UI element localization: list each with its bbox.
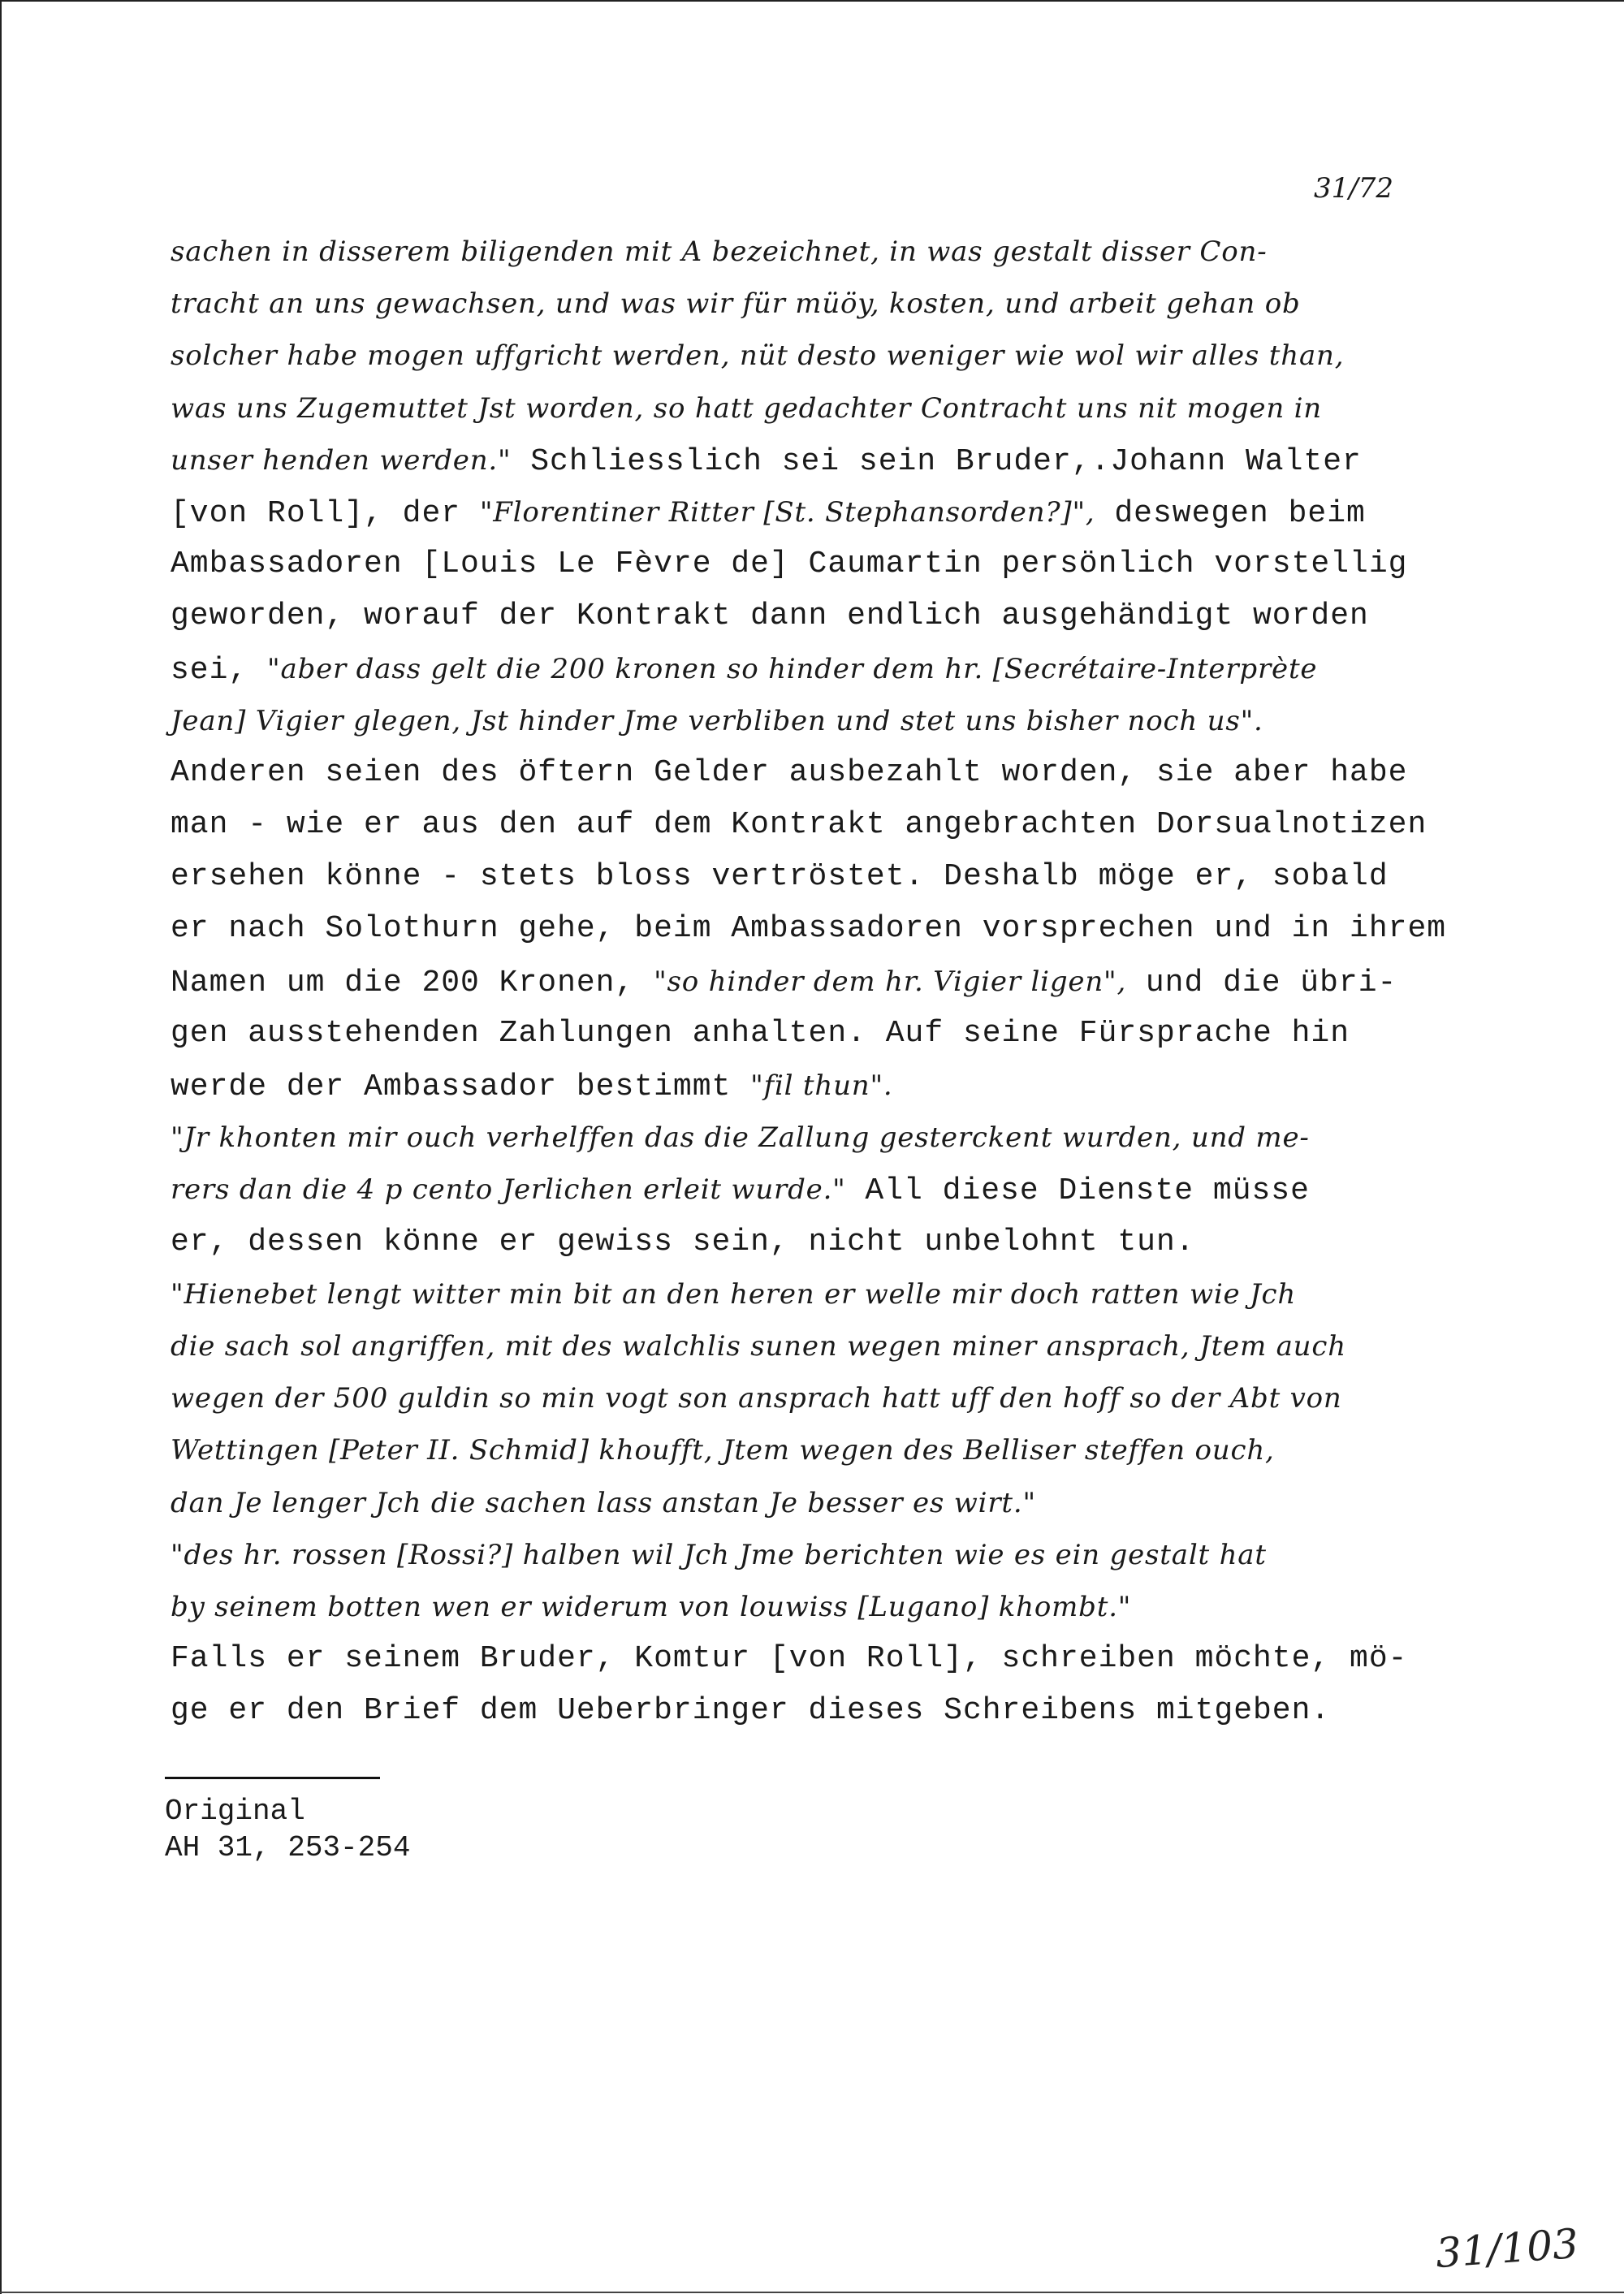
body-text: sei, <box>171 652 268 688</box>
text-line <box>171 695 1486 747</box>
text-line <box>171 799 1486 851</box>
text-line <box>171 903 1486 955</box>
page-border-left <box>0 0 2 2294</box>
quoted-source-text: die sach sol angriffen, mit des walchlis sunen wegen miner ansprach, Jtem auch <box>171 1329 1346 1363</box>
quoted-source-text: "aber dass gelt die 200 kronen so hinder dem hr. [Secrétaire-Interprète <box>267 652 1318 685</box>
body-text: werde der Ambassador bestimmt <box>171 1069 751 1104</box>
page-number: 31/72 <box>1314 172 1393 205</box>
archive-stamp-number: 31/103 <box>1434 2219 1580 2278</box>
quoted-source-text: Jean] Vigier glegen, Jst hinder Jme verbliben und stet uns bisher noch us". <box>171 704 1263 737</box>
body-text: Namen um die 200 Kronen, <box>171 965 654 1000</box>
body-text: deswegen beim <box>1095 495 1366 531</box>
text-line <box>171 1581 1486 1633</box>
body-text: All diese Dienste müsse <box>845 1173 1310 1209</box>
quoted-source-text: "fil thun". <box>750 1069 893 1102</box>
quoted-source-text: wegen der 500 guldin so min vogt son ansprach hatt uff den hoff so der Abt von <box>171 1382 1342 1415</box>
body-text: geworden, worauf der Kontrakt dann endlich ausgehändigt worden <box>171 598 1369 634</box>
body-text: er, dessen könne er gewiss sein, nicht unbelohnt tun. <box>171 1224 1195 1259</box>
text-line <box>171 1424 1486 1476</box>
text-line <box>171 956 1486 1008</box>
quoted-source-text: solcher habe mogen uffgricht werden, nüt desto weniger wie wol wir alles than, <box>171 339 1345 373</box>
text-line <box>171 1164 1486 1216</box>
quoted-source-text: tracht an uns gewachsen, und was wir für müöy, kosten, und arbeit gehan ob <box>171 287 1301 321</box>
body-text: [von Roll], der <box>171 495 480 531</box>
body-text: ersehen könne - stets bloss vertröstet. Deshalb möge er, sobald <box>171 859 1389 895</box>
text-line <box>171 1060 1486 1112</box>
body-text: Schliesslich sei sein Bruder,.Johann Walter <box>511 443 1362 479</box>
body-text: Anderen seien des öftern Gelder ausbezahlt worden, sie aber habe <box>171 754 1408 790</box>
text-line <box>171 1685 1486 1737</box>
body-text: gen ausstehenden Zahlungen anhalten. Auf seine Fürsprache hin <box>171 1015 1350 1051</box>
text-line <box>171 1633 1486 1685</box>
body-text: man - wie er aus den auf dem Kontrakt angebrachten Dorsualnotizen <box>171 807 1427 843</box>
text-line <box>171 330 1486 382</box>
body-text: er nach Solothurn gehe, beim Ambassadoren vorsprechen und in ihrem <box>171 911 1447 947</box>
text-line <box>171 590 1486 642</box>
text-line <box>171 226 1486 278</box>
text-line <box>171 382 1486 434</box>
text-line <box>171 278 1486 330</box>
quoted-source-text: "Jr khonten mir ouch verhelffen das die Zallung gesterckent wurden, und me- <box>171 1121 1310 1155</box>
source-reference: AH 31, 253-254 <box>165 1831 411 1864</box>
quoted-source-text: "des hr. rossen [Rossi?] halben wil Jch Jme berichten wie es ein gestalt hat <box>171 1538 1267 1571</box>
text-line <box>171 1529 1486 1581</box>
quoted-source-text: by seinem botten wen er widerum von louwiss [Lugano] khombt." <box>171 1590 1132 1623</box>
body-text: Falls er seinem Bruder, Komtur [von Roll], schreiben möchte, mö- <box>171 1641 1408 1677</box>
page-border-top <box>0 0 1624 2</box>
quoted-source-text: rers dan die 4 p cento Jerlichen erleit wurde." <box>171 1173 846 1207</box>
text-line <box>171 1320 1486 1372</box>
text-line <box>171 747 1486 799</box>
quoted-source-text: "so hinder dem hr. Vigier ligen", <box>654 965 1127 998</box>
quoted-source-text: was uns Zugemuttet Jst worden, so hatt gedachter Contracht uns nit mogen in <box>171 391 1322 425</box>
text-line <box>171 1477 1486 1529</box>
source-type: Original <box>165 1795 305 1828</box>
body-text: und die übri- <box>1126 965 1397 1000</box>
document-body <box>171 226 1486 1737</box>
text-line <box>171 434 1486 486</box>
text-line <box>171 1112 1486 1164</box>
text-line <box>171 1268 1486 1320</box>
footnote-divider <box>165 1777 380 1779</box>
text-line <box>171 1372 1486 1424</box>
text-line <box>171 643 1486 695</box>
quoted-source-text: "Florentiner Ritter [St. Stephansorden?]", <box>479 495 1095 529</box>
quoted-source-text: sachen in disserem biligenden mit A bezeichnet, in was gestalt disser Con- <box>171 235 1268 268</box>
source-note <box>165 1793 410 1866</box>
text-line <box>171 1008 1486 1060</box>
text-line <box>171 1216 1486 1268</box>
text-line <box>171 486 1486 538</box>
quoted-source-text: Wettingen [Peter II. Schmid] khoufft, Jtem wegen des Belliser steffen ouch, <box>171 1434 1275 1467</box>
body-text: ge er den Brief dem Ueberbringer dieses Schreibens mitgeben. <box>171 1693 1331 1729</box>
text-line <box>171 538 1486 590</box>
quoted-source-text: unser henden werden." <box>171 443 512 477</box>
quoted-source-text: dan Je lenger Jch die sachen lass anstan Je besser es wirt." <box>171 1486 1036 1519</box>
quoted-source-text: "Hienebet lengt witter min bit an den heren er welle mir doch ratten wie Jch <box>171 1277 1297 1311</box>
page-border-bottom <box>0 2292 1624 2293</box>
body-text: Ambassadoren [Louis Le Fèvre de] Caumartin persönlich vorstellig <box>171 546 1408 582</box>
text-line <box>171 851 1486 903</box>
